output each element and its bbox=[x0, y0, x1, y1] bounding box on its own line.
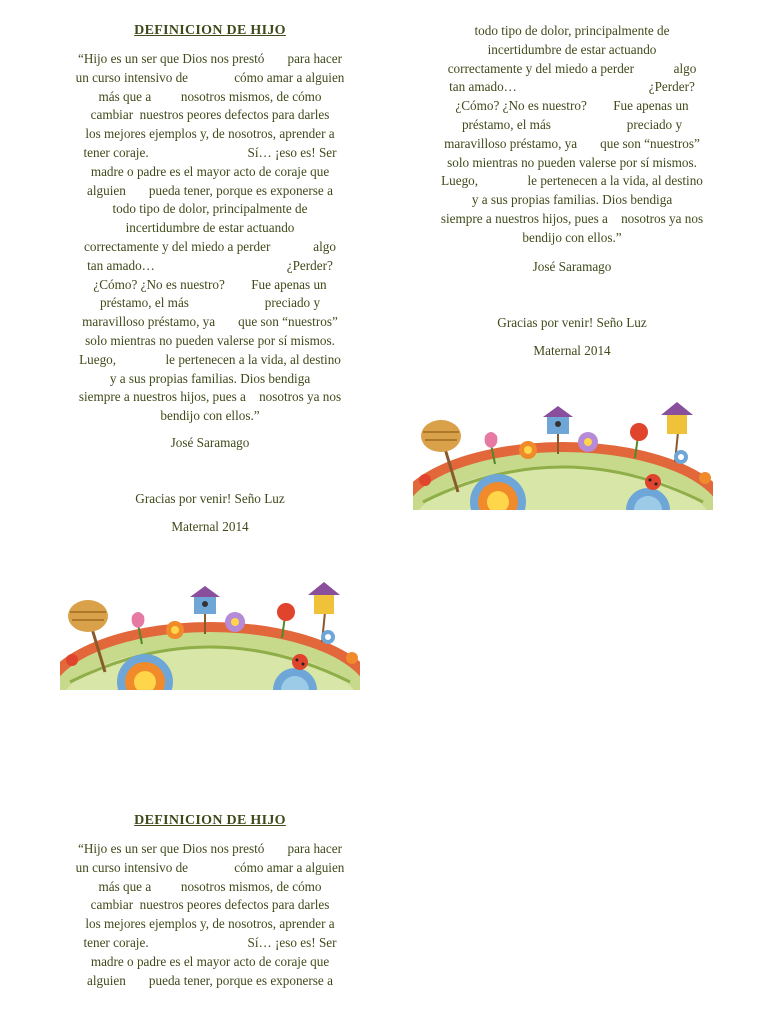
poem-line: incertidumbre de estar actuando bbox=[125, 220, 295, 236]
poem-line: todo tipo de dolor, principalmente de bbox=[474, 23, 670, 38]
poem-line: préstamo, el más preciado y bbox=[99, 295, 321, 311]
poem-line: bendijo con ellos.” bbox=[160, 408, 260, 424]
poem-text bbox=[30, 50, 390, 426]
poem-line: cambiar nuestros peores defectos para darles bbox=[90, 897, 330, 913]
thanks-message: Gracias por venir! Seño Luz bbox=[135, 490, 285, 506]
poem-line: ¿Cómo? ¿No es nuestro? Fue apenas un bbox=[93, 276, 327, 292]
poem-line: tan amado… ¿Perder? bbox=[87, 257, 333, 273]
author-name: José Saramago bbox=[170, 434, 250, 450]
thanks-message: Gracias por venir! Seño Luz bbox=[497, 314, 647, 330]
class-year: Maternal 2014 bbox=[171, 518, 249, 534]
poem-line: bendijo con ellos.” bbox=[522, 229, 622, 245]
poem-line: más que a nosotros mismos, de cómo bbox=[98, 878, 322, 894]
poem-line: madre o padre es el mayor acto de coraje que bbox=[90, 953, 330, 969]
poem-line: madre o padre es el mayor acto de coraje que bbox=[90, 163, 330, 179]
poem-line: incertidumbre de estar actuando bbox=[487, 41, 657, 57]
poem-line: ¿Cómo? ¿No es nuestro? Fue apenas un bbox=[455, 98, 689, 114]
poem-line: solo mientras no pueden valerse por sí mismos. bbox=[447, 154, 697, 170]
right-column bbox=[392, 22, 752, 360]
page-title: DEFINICION DE HIJO bbox=[134, 813, 286, 828]
poem-line: cambiar nuestros peores defectos para darles bbox=[90, 107, 330, 123]
class-year: Maternal 2014 bbox=[533, 342, 611, 358]
poem-line: alguien pueda tener, porque es exponerse a bbox=[87, 182, 333, 198]
poem-line: un curso intensivo de cómo amar a alguien bbox=[75, 69, 345, 85]
poem-line: siempre a nuestros hijos, pues a nosotros ya nos bbox=[440, 210, 704, 226]
poem-line: correctamente y del miedo a perder algo bbox=[447, 60, 697, 76]
poem-text bbox=[30, 840, 390, 990]
poem-line: Luego, le pertenecen a la vida, al destino bbox=[441, 173, 703, 189]
poem-line: “Hijo es un ser que Dios nos prestó para hacer bbox=[77, 841, 343, 856]
poem-line: todo tipo de dolor, principalmente de bbox=[112, 201, 308, 217]
poem-line: maravilloso préstamo, ya que son “nuestros” bbox=[444, 135, 700, 151]
poem-line: correctamente y del miedo a perder algo bbox=[84, 238, 336, 254]
poem-line: un curso intensivo de cómo amar a alguien bbox=[75, 859, 345, 875]
poem-line: tener coraje. Sí… ¡eso es! Ser bbox=[83, 934, 337, 950]
poem-line: y a sus propias familias. Dios bendiga bbox=[471, 192, 673, 208]
page-title: DEFINICION DE HIJO bbox=[134, 23, 286, 38]
poem-line: y a sus propias familias. Dios bendiga bbox=[109, 370, 311, 386]
bottom-column bbox=[30, 812, 390, 990]
poem-line: préstamo, el más preciado y bbox=[461, 116, 683, 132]
poem-line: Luego, le pertenecen a la vida, al destino bbox=[79, 351, 341, 367]
poem-line: siempre a nuestros hijos, pues a nosotros ya nos bbox=[78, 389, 342, 405]
garden-meadow-icon bbox=[412, 402, 714, 510]
poem-line: solo mientras no pueden valerse por sí mismos. bbox=[85, 332, 335, 348]
poem-line: los mejores ejemplos y, de nosotros, aprender a bbox=[85, 916, 335, 932]
poem-line: maravilloso préstamo, ya que son “nuestros” bbox=[82, 314, 338, 330]
poem-line: alguien pueda tener, porque es exponerse a bbox=[87, 972, 333, 988]
left-column bbox=[30, 22, 390, 536]
garden-meadow-icon bbox=[60, 582, 360, 690]
poem-line: más que a nosotros mismos, de cómo bbox=[98, 88, 322, 104]
poem-line: tan amado… ¿Perder? bbox=[449, 79, 695, 95]
poem-text-continued bbox=[392, 22, 752, 248]
poem-line: “Hijo es un ser que Dios nos prestó para hacer bbox=[77, 51, 343, 66]
author-name: José Saramago bbox=[532, 258, 612, 274]
poem-line: tener coraje. Sí… ¡eso es! Ser bbox=[83, 144, 337, 160]
poem-line: los mejores ejemplos y, de nosotros, aprender a bbox=[85, 126, 335, 142]
